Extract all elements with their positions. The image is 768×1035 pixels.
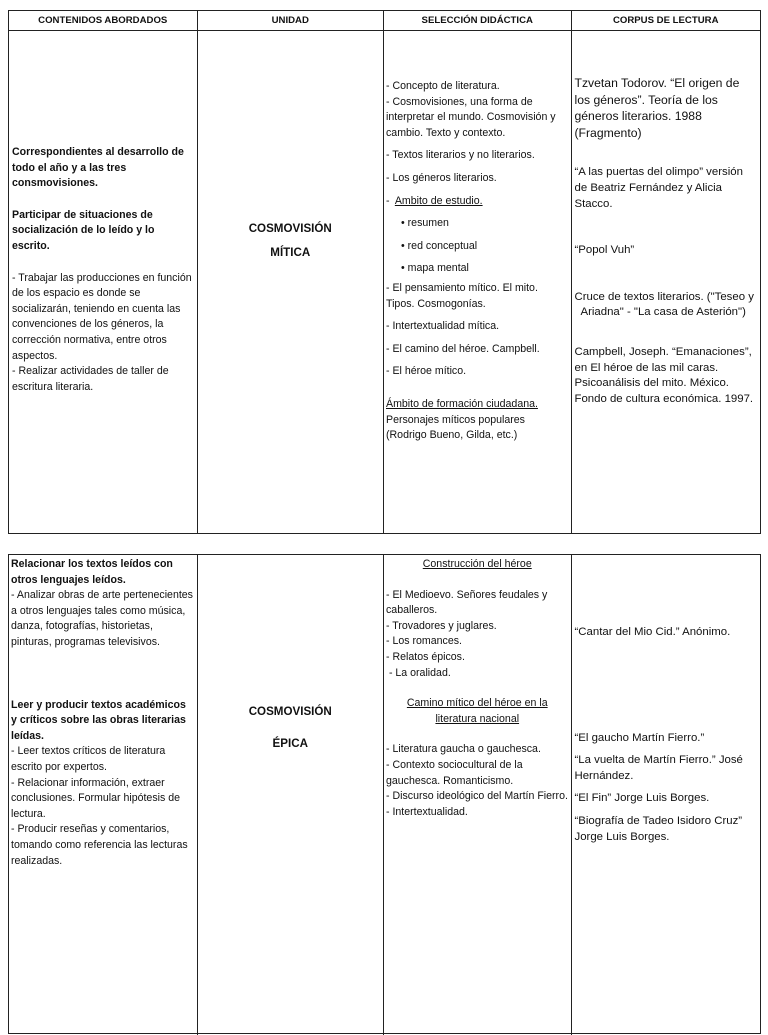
seleccion-item: - Cosmovisiones, una forma de interpretar el mundo. Cosmovisión y cambio. Texto y contexto. bbox=[386, 95, 556, 139]
seleccion-item: - Intertextualidad mítica. bbox=[386, 320, 500, 333]
bullet-item: • red conceptual bbox=[401, 239, 478, 252]
corpus-item: “Cantar del Mio Cid.” Anónimo. bbox=[574, 626, 731, 638]
header-corpus: CORPUS DE LECTURA bbox=[572, 11, 761, 31]
corpus-item: “La vuelta de Martín Fierro.” José Hernández. bbox=[574, 754, 743, 782]
seleccion-item bbox=[386, 194, 569, 210]
contenidos-bold-text: Leer y producir textos académicos y críticos sobre las obras literarias leídas. bbox=[11, 698, 186, 742]
corpus-item: “Popol Vuh” bbox=[574, 244, 635, 257]
header-unidad: UNIDAD bbox=[198, 11, 385, 31]
corpus-item: “El Fin” Jorge Luis Borges. bbox=[574, 792, 710, 805]
corpus-cell bbox=[572, 555, 761, 1035]
unidad-subtitle: ÉPICA bbox=[272, 736, 308, 750]
seleccion-item: - El Medioevo. Señores feudales y caballeros. bbox=[386, 588, 548, 617]
table-cosmovision-epica bbox=[8, 554, 761, 1034]
seleccion-item: - Textos literarios y no literarios. bbox=[386, 149, 535, 162]
seleccion-item: - Los géneros literarios. bbox=[386, 171, 497, 184]
contenidos-text: - Analizar obras de arte pertenecientes a otros lenguajes tales como música, danza, fotografías, historietas, pinturas, programas televisivos. bbox=[11, 589, 193, 648]
bullet-item: • resumen bbox=[401, 217, 449, 230]
seleccion-cell bbox=[384, 555, 572, 1035]
seleccion-item: - Contexto sociocultural de la gauchesca. Romanticismo. bbox=[386, 758, 523, 787]
corpus-item: “Biografía de Tadeo Isidoro Cruz” Jorge Luis Borges. bbox=[574, 814, 743, 843]
ambito-estudio-label: Ambito de estudio. bbox=[394, 194, 483, 207]
header-contenidos: CONTENIDOS ABORDADOS bbox=[9, 11, 198, 31]
contenidos-bold-text: Participar de situaciones de socialización de lo leído y lo escrito. bbox=[12, 208, 155, 252]
corpus-item: Ariadna" - "La casa de Asterión") bbox=[580, 306, 746, 319]
table-cosmovision-mitica bbox=[8, 10, 761, 534]
unidad-cell bbox=[198, 555, 385, 1035]
corpus-item: “A las puertas del olimpo” versión de Beatriz Fernández y Alicia Stacco. bbox=[574, 166, 743, 210]
contenidos-cell bbox=[9, 555, 198, 1035]
seleccion-item: - La oralidad. bbox=[386, 666, 451, 679]
header-seleccion: SELECCIÓN DIDÁCTICA bbox=[384, 11, 572, 31]
seleccion-item: - Intertextualidad. bbox=[386, 805, 468, 818]
unidad-subtitle: MÍTICA bbox=[270, 245, 311, 259]
construccion-heroe-heading: Construcción del héroe bbox=[422, 558, 532, 570]
unidad-cell bbox=[198, 31, 385, 533]
corpus-item: Tzvetan Todorov. “El origen de los géneros”. Teoría de los géneros literarios. 1988 (Fragmento) bbox=[574, 76, 740, 140]
seleccion-item: - Los romances. bbox=[386, 635, 462, 648]
seleccion-item: - Trovadores y juglares. bbox=[386, 619, 497, 632]
contenidos-text: - Leer textos críticos de literatura escrito por expertos. bbox=[11, 745, 166, 773]
table-row bbox=[9, 555, 760, 1035]
bullet-item: • mapa mental bbox=[401, 262, 469, 275]
seleccion-item: - Concepto de literatura. bbox=[386, 80, 500, 92]
corpus-cell bbox=[572, 31, 761, 533]
seleccion-item: - Discurso ideológico del Martín Fierro. bbox=[386, 790, 568, 803]
contenidos-bold-text: Correspondientes al desarrollo de todo el año y a las tres consmovisiones. bbox=[12, 146, 184, 190]
corpus-item: Campbell, Joseph. “Emanaciones”, en El héroe de las mil caras. Psicoanálisis del mito. México. Fondo de cultura económica. 1997. bbox=[574, 345, 754, 405]
corpus-item: “El gaucho Martín Fierro.” bbox=[574, 731, 705, 744]
contenidos-text: - Relacionar información, extraer conclusiones. Formular hipótesis de lectura. bbox=[11, 776, 180, 820]
ambito-ciudadana-label: Ámbito de formación ciudadana. bbox=[386, 397, 538, 410]
contenidos-cell bbox=[9, 31, 198, 533]
unidad-title: COSMOVISIÓN bbox=[248, 705, 332, 718]
unidad-title: COSMOVISIÓN bbox=[248, 222, 332, 235]
corpus-item: Cruce de textos literarios. ("Teseo y bbox=[574, 290, 754, 303]
seleccion-item: - Relatos épicos. bbox=[386, 650, 465, 663]
seleccion-item: Personajes míticos populares (Rodrigo Bueno, Gilda, etc.) bbox=[386, 413, 525, 442]
seleccion-item: - El pensamiento mítico. El mito. Tipos. Cosmogonías. bbox=[386, 281, 538, 310]
contenidos-bold-text: Relacionar los textos leídos con otros lenguajes leídos. bbox=[11, 558, 173, 586]
seleccion-item: - El camino del héroe. Campbell. bbox=[386, 342, 540, 355]
seleccion-cell bbox=[384, 31, 572, 533]
table-row bbox=[9, 31, 760, 533]
contenidos-text: - Trabajar las producciones en función de los espacio es donde se socializarán, teniendo en cuenta las convenciones de los géneros, la corrección normativa, entre otros aspectos. bbox=[12, 271, 192, 362]
seleccion-item: - Literatura gaucha o gauchesca. bbox=[386, 743, 541, 756]
camino-heroe-heading: Camino mítico del héroe en la literatura nacional bbox=[406, 697, 548, 725]
table-header-row bbox=[9, 11, 760, 31]
contenidos-text: - Realizar actividades de taller de escritura literaria. bbox=[12, 365, 169, 393]
seleccion-item: - El héroe mítico. bbox=[386, 365, 467, 378]
dash: - bbox=[386, 194, 390, 207]
contenidos-text: - Producir reseñas y comentarios, tomando como referencia las lecturas realizadas. bbox=[11, 823, 188, 867]
